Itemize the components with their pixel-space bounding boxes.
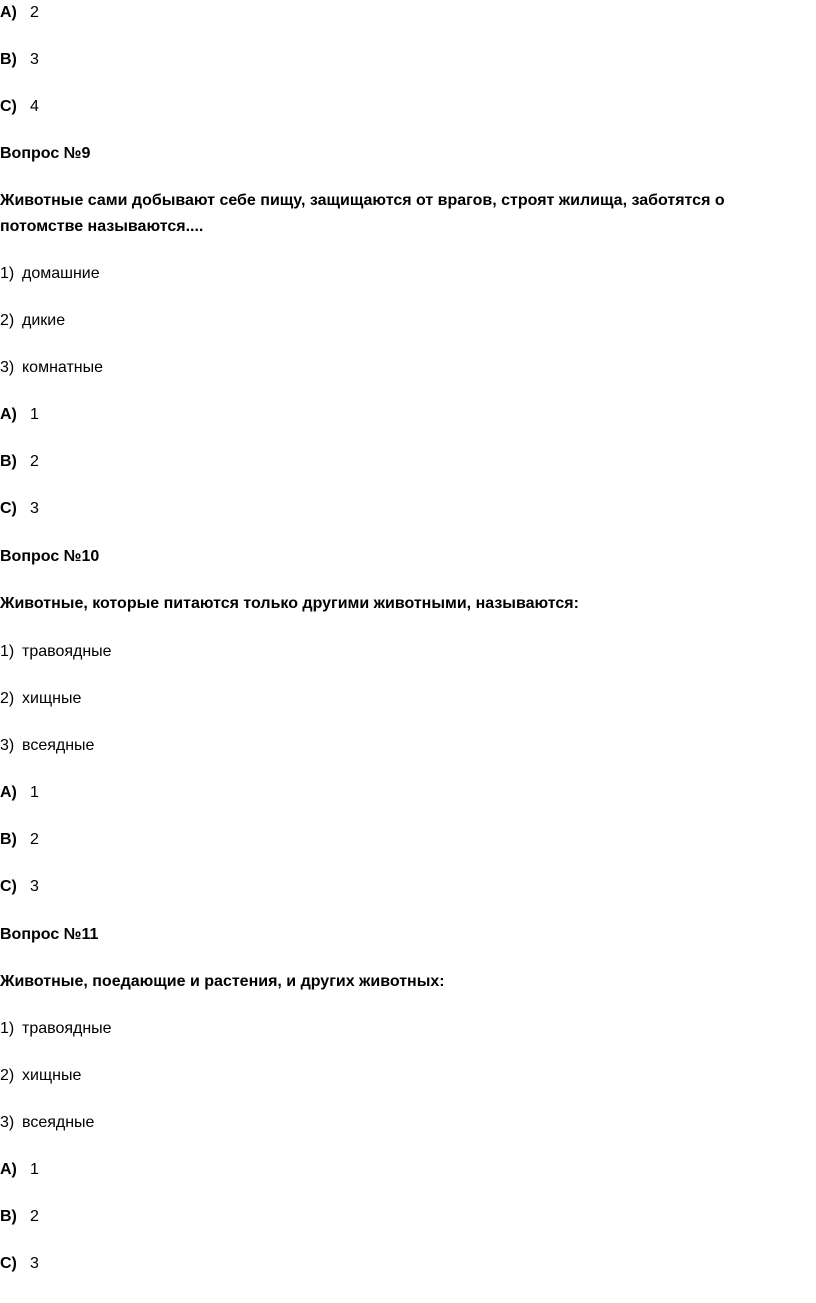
answer-a — [0, 783, 39, 803]
answer-value: 2 — [30, 453, 39, 470]
answer-letter: B) — [0, 453, 17, 470]
answer-letter: B) — [0, 51, 17, 68]
option-2 — [0, 1066, 81, 1086]
option-text: травоядные — [22, 1020, 112, 1037]
answer-c — [0, 877, 39, 897]
answer-b — [0, 830, 39, 850]
option-1 — [0, 264, 100, 284]
option-number: 2) — [0, 1067, 15, 1084]
answer-value: 2 — [30, 831, 39, 848]
answer-value: 3 — [30, 500, 39, 517]
question-title: Вопрос №11 — [0, 926, 99, 943]
option-2 — [0, 689, 81, 709]
option-3 — [0, 358, 103, 378]
option-text: хищные — [22, 690, 82, 707]
answer-value: 3 — [30, 51, 39, 68]
answer-value: 3 — [30, 878, 39, 895]
answer-value: 1 — [30, 406, 39, 423]
option-text: всеядные — [22, 1114, 95, 1131]
answer-letter: A) — [0, 4, 17, 21]
option-number: 2) — [0, 690, 15, 707]
answer-a — [0, 3, 39, 23]
question-text: Животные, поедающие и растения, и других животных: — [0, 973, 445, 990]
answer-b — [0, 50, 39, 70]
option-text: всеядные — [22, 737, 95, 754]
answer-letter: C) — [0, 98, 17, 115]
option-number: 2) — [0, 312, 15, 329]
answer-letter: B) — [0, 1208, 17, 1225]
option-number: 3) — [0, 1114, 15, 1131]
answer-value: 2 — [30, 4, 39, 21]
option-number: 1) — [0, 643, 15, 660]
option-number: 3) — [0, 737, 15, 754]
option-text: дикие — [22, 312, 66, 329]
option-number: 3) — [0, 359, 15, 376]
answer-c — [0, 499, 39, 519]
answer-letter: A) — [0, 406, 17, 423]
answer-letter: C) — [0, 500, 17, 517]
answer-a — [0, 405, 39, 425]
answer-a — [0, 1160, 39, 1180]
answer-value: 2 — [30, 1208, 39, 1225]
question-title: Вопрос №9 — [0, 145, 91, 162]
option-text: травоядные — [22, 643, 112, 660]
option-1 — [0, 642, 112, 662]
question-text: Животные, которые питаются только другими животными, называются: — [0, 595, 579, 612]
answer-letter: C) — [0, 878, 17, 895]
answer-value: 3 — [30, 1255, 39, 1272]
answer-letter: B) — [0, 831, 17, 848]
option-1 — [0, 1019, 112, 1039]
option-number: 1) — [0, 1020, 15, 1037]
answer-value: 4 — [30, 98, 39, 115]
question-title: Вопрос №10 — [0, 548, 100, 565]
answer-letter: A) — [0, 784, 17, 801]
option-text: хищные — [22, 1067, 82, 1084]
option-2 — [0, 311, 65, 331]
option-text: комнатные — [22, 359, 104, 376]
answer-value: 1 — [30, 784, 39, 801]
option-3 — [0, 736, 94, 756]
answer-b — [0, 1207, 39, 1227]
answer-b — [0, 452, 39, 472]
answer-letter: C) — [0, 1255, 17, 1272]
question-text: Животные сами добывают себе пищу, защищаются от врагов, строят жилища, заботятся о потомстве называются.... — [0, 192, 725, 235]
option-3 — [0, 1113, 94, 1133]
option-number: 1) — [0, 265, 15, 282]
option-text: домашние — [22, 265, 100, 282]
answer-c — [0, 1254, 39, 1274]
answer-value: 1 — [30, 1161, 39, 1178]
answer-letter: A) — [0, 1161, 17, 1178]
answer-c — [0, 97, 39, 117]
